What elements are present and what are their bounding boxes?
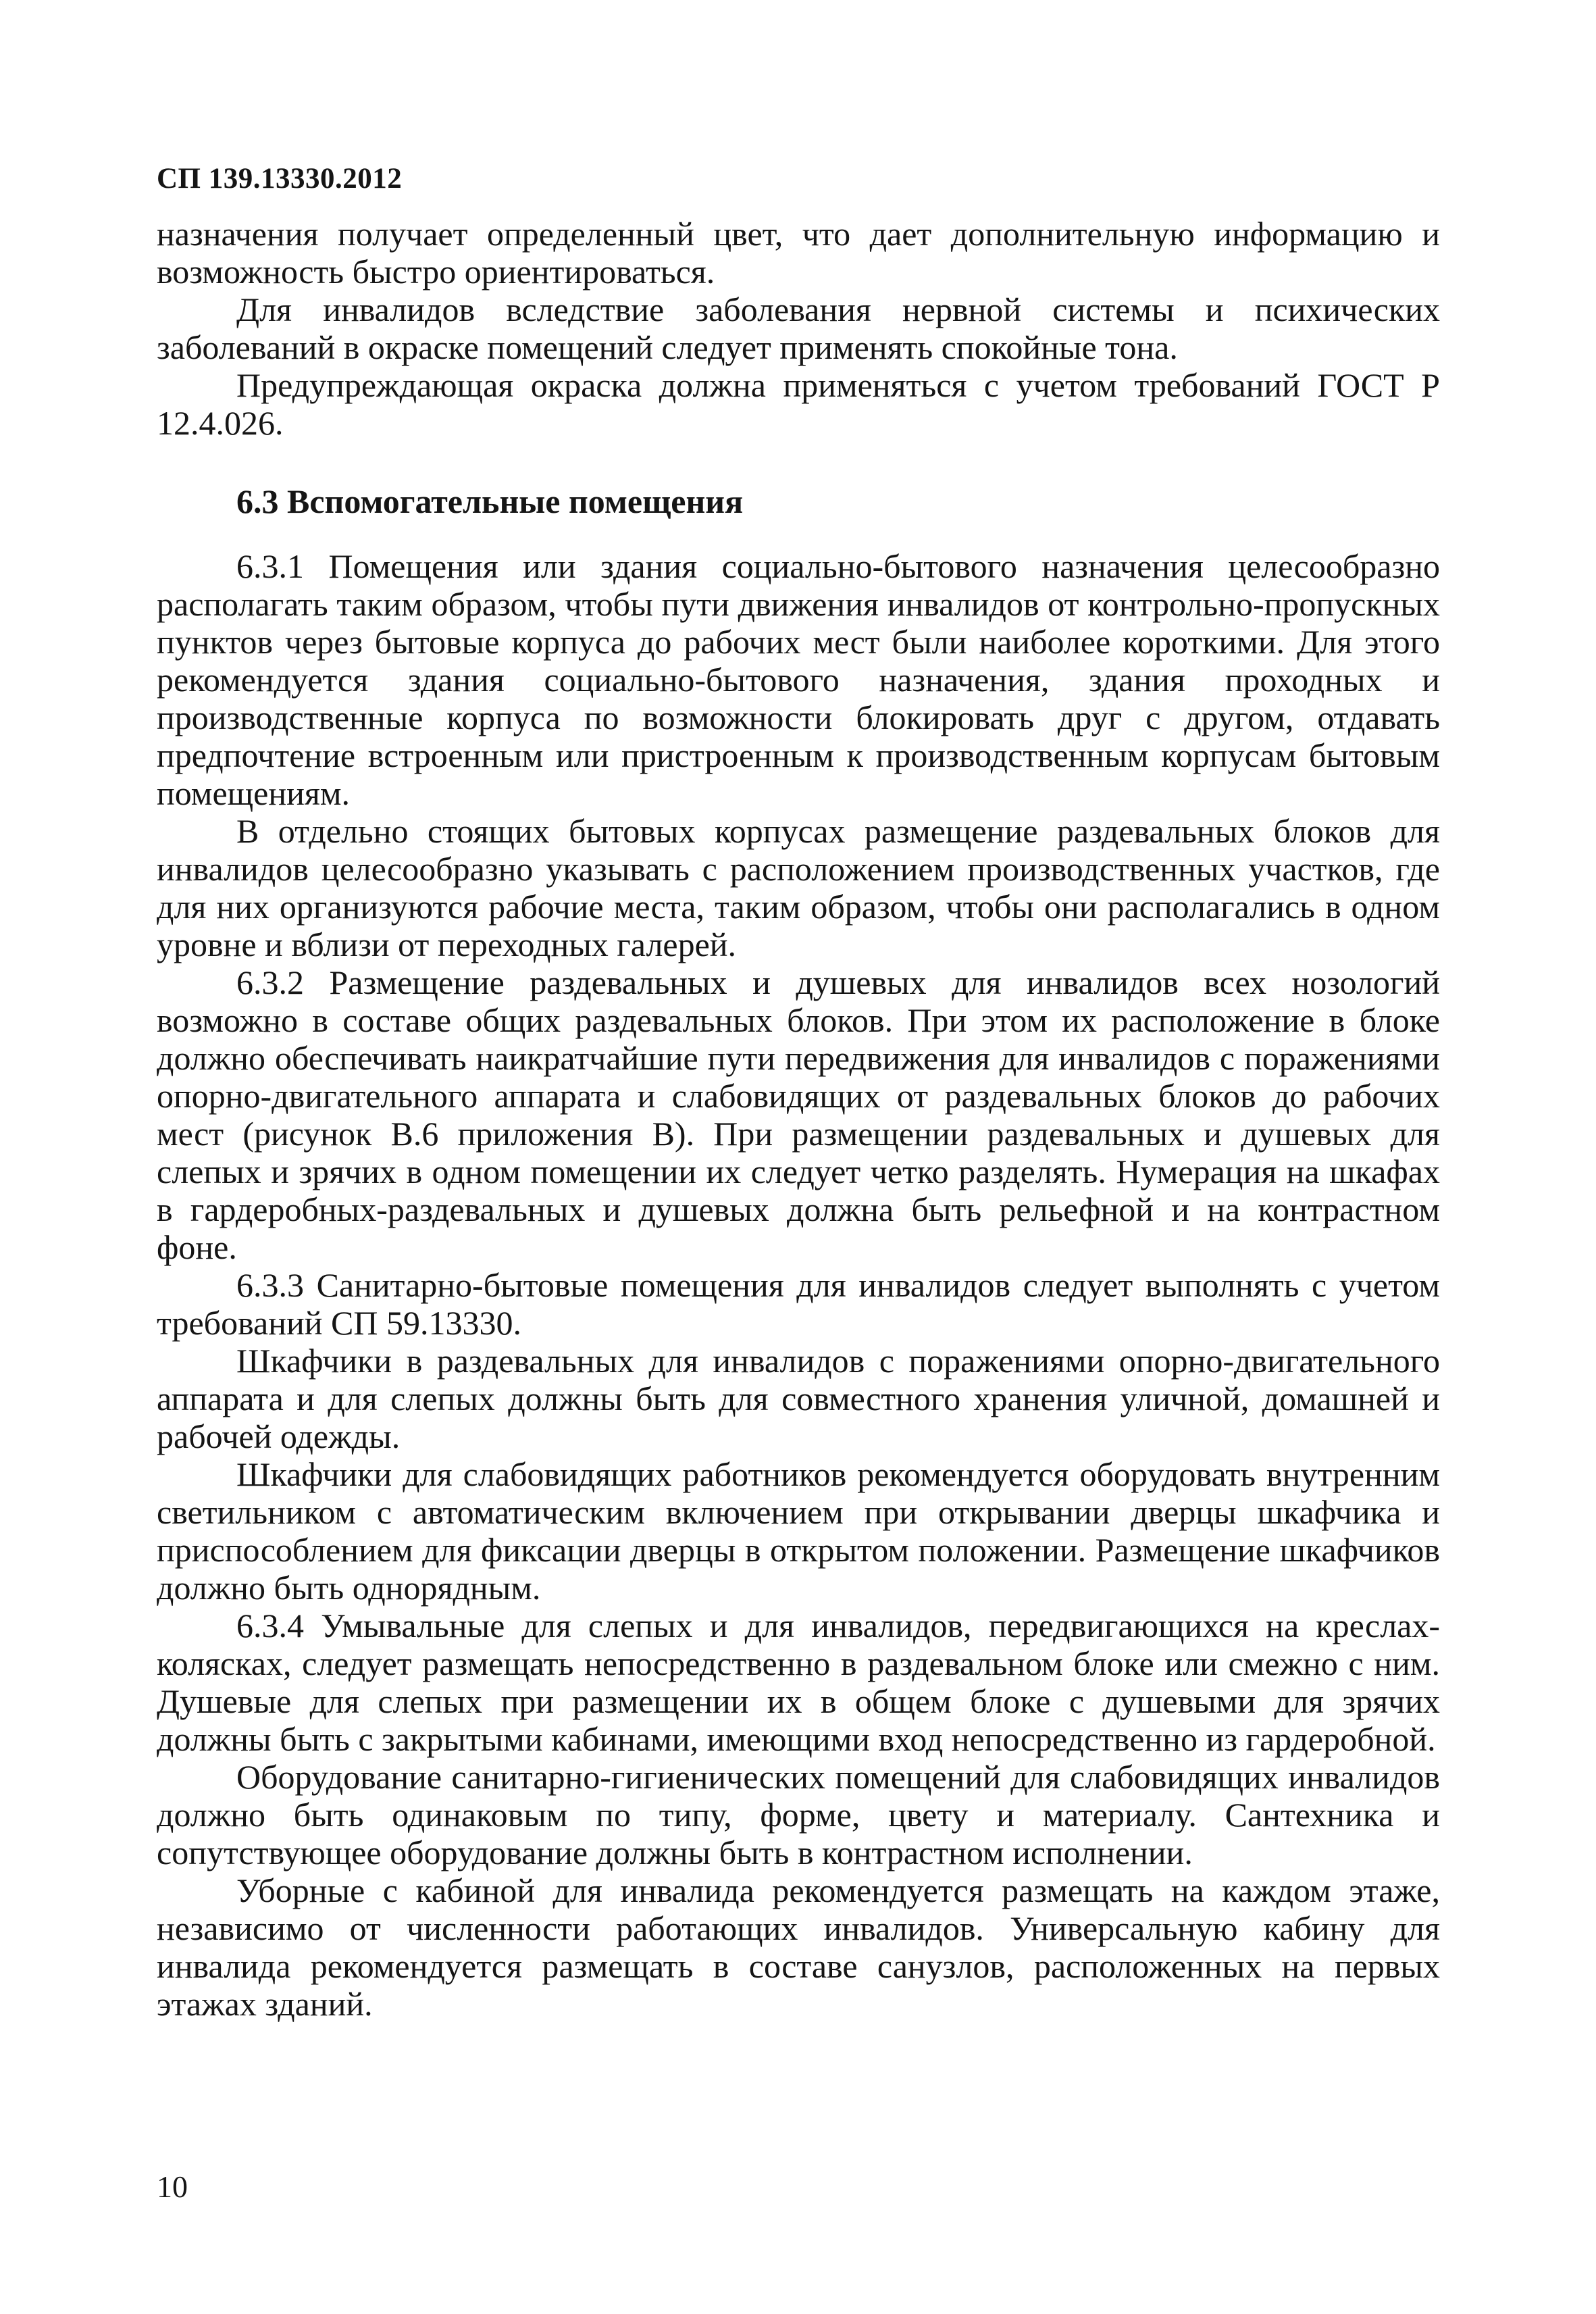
paragraph: 6.3.1 Помещения или здания социально-бытового назначения целесообразно располагать таким образом, чтобы пути движения инвалидов от контрольно-пропускных пунктов через бытовые корпуса до рабочих мест были наиболее короткими. Для этого рекомендуется здания социально-бытового назначения, здания проходных и производственные корпуса по возможности блокировать друг с другом, отдавать предпочтение встроенным или пристроенным к производственным корпусам бытовым помещениям.	[157, 547, 1440, 812]
paragraph: Уборные с кабиной для инвалида рекомендуется размещать на каждом этаже, независимо от численности работающих инвалидов. Универсальную кабину для инвалида рекомендуется размещать в составе санузлов, расположенных на первых этажах зданий.	[157, 1871, 1440, 2023]
paragraph: 6.3.4 Умывальные для слепых и для инвалидов, передвигающихся на креслах-колясках, следует размещать непосредственно в раздевальном блоке или смежно с ним. Душевые для слепых при размещении их в общем блоке с душевыми для зрячих должны быть с закрытыми кабинами, имеющими вход непосредственно из гардеробной.	[157, 1607, 1440, 1758]
paragraph: В отдельно стоящих бытовых корпусах размещение раздевальных блоков для инвалидов целесообразно указывать с расположением производственных участков, где для них организуются рабочие места, таким образом, чтобы они располагались в одном уровне и вблизи от переходных галерей.	[157, 812, 1440, 963]
paragraph: 6.3.2 Размещение раздевальных и душевых для инвалидов всех нозологий возможно в составе общих раздевальных блоков. При этом их расположение в блоке должно обеспечивать наикратчайшие пути передвижения для инвалидов с поражениями опорно-двигательного аппарата и слабовидящих от раздевальных блоков до рабочих мест (рисунок В.6 приложения В). При размещении раздевальных и душевых для слепых и зрячих в одном помещении их следует четко разделять. Нумерация на шкафах в гардеробных-раздевальных и душевых должна быть рельефной и на контрастном фоне.	[157, 963, 1440, 1266]
paragraph: Шкафчики для слабовидящих работников рекомендуется оборудовать внутренним светильником с автоматическим включением при открывании дверцы шкафчика и приспособлением для фиксации дверцы в открытом положении. Размещение шкафчиков должно быть однорядным.	[157, 1455, 1440, 1607]
paragraph: Для инвалидов вследствие заболевания нервной системы и психических заболеваний в окраске помещений следует применять спокойные тона.	[157, 291, 1440, 366]
section-title: 6.3 Вспомогательные помещения	[236, 482, 744, 520]
paragraph-continuation: назначения получает определенный цвет, что дает дополнительную информацию и возможность быстро ориентироваться.	[157, 215, 1440, 291]
paragraph: Оборудование санитарно-гигиенических помещений для слабовидящих инвалидов должно быть одинаковым по типу, форме, цвету и материалу. Сантехника и сопутствующее оборудование должны быть в контрастном исполнении.	[157, 1758, 1440, 1871]
paragraph: Предупреждающая окраска должна применяться с учетом требований ГОСТ Р 12.4.026.	[157, 366, 1440, 442]
document-body	[157, 215, 1440, 2023]
document-code-header: СП 139.13330.2012	[157, 163, 403, 195]
paragraph: 6.3.3 Санитарно-бытовые помещения для инвалидов следует выполнять с учетом требований СП 59.13330.	[157, 1266, 1440, 1342]
paragraph: Шкафчики в раздевальных для инвалидов с поражениями опорно-двигательного аппарата и для слепых должны быть для совместного хранения уличной, домашней и рабочей одежды.	[157, 1342, 1440, 1455]
page-number: 10	[157, 2169, 188, 2204]
